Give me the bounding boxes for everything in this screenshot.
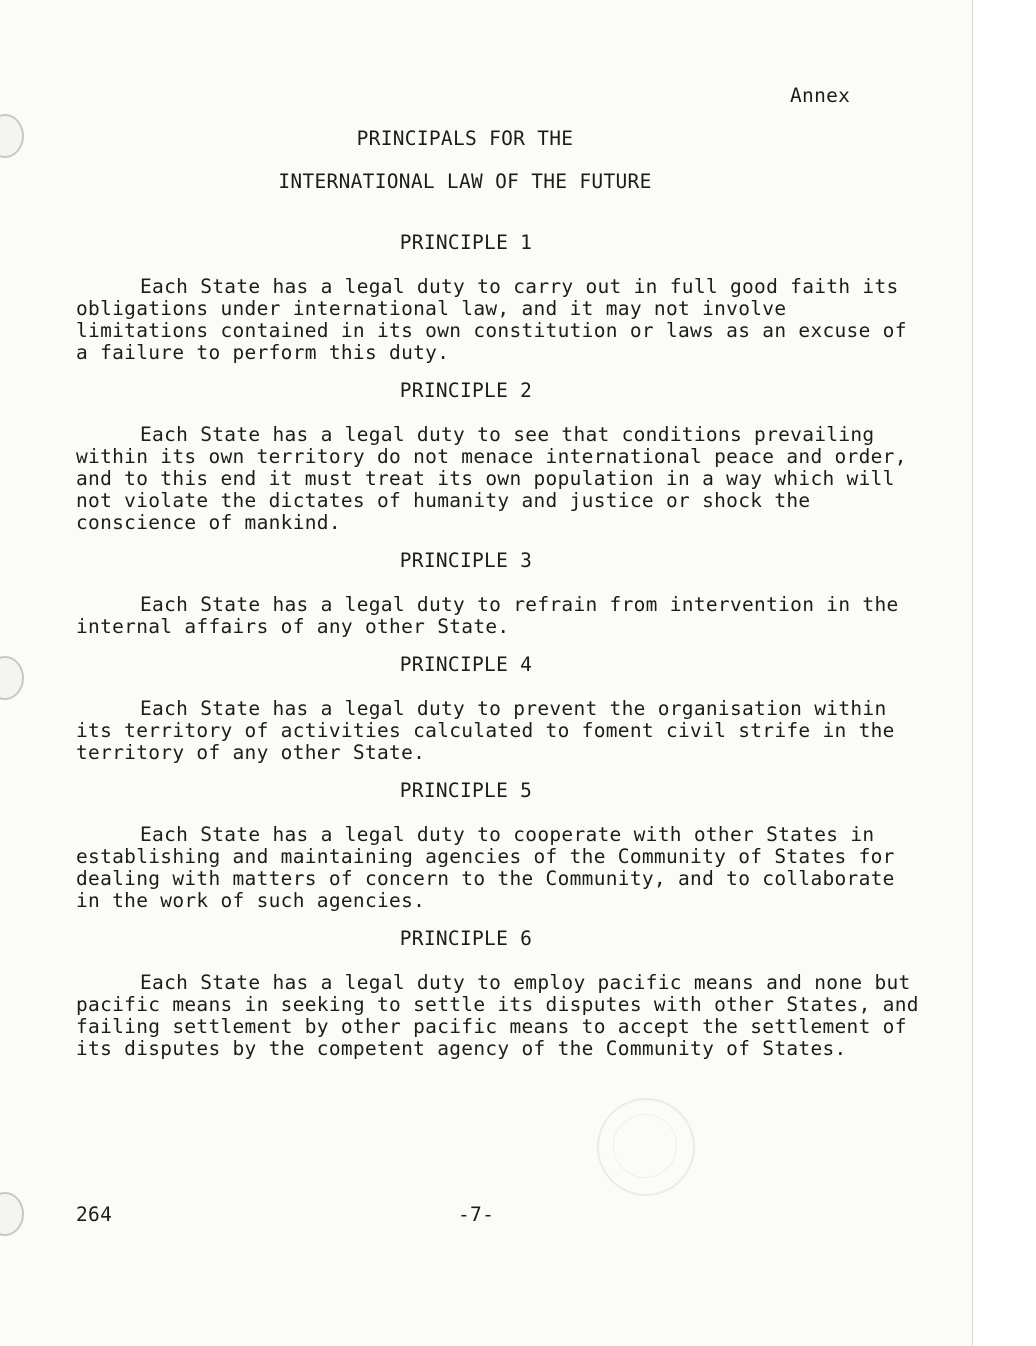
page-number: -7- [458,1203,495,1226]
principle-heading: PRINCIPLE 2 [399,379,533,402]
document-number: 264 [76,1203,113,1226]
principles-list [76,231,931,1076]
page-margin [973,0,1036,1346]
punch-hole [0,656,24,700]
principle-body: Each State has a legal duty to see that conditions prevailing within its own territory do not menace international peace and order, and to this end it must treat its own population in a way which will not violate the dictates of humanity and justice or shock the conscience of mankind. [76,423,919,534]
principle-body: Each State has a legal duty to employ pacific means and none but pacific means in seeking to settle its disputes with other States, and failing settlement by other pacific means to accept the settlement of its disputes by the competent agency of the Community of States. [76,971,931,1060]
document-title-line-2: INTERNATIONAL LAW OF THE FUTURE [278,170,652,193]
principle-5 [76,780,921,912]
document-title-line-1: PRINCIPALS FOR THE [356,127,574,150]
principle-body: Each State has a legal duty to refrain from intervention in the internal affairs of any other State. [76,593,911,638]
principle-2 [76,380,921,534]
principle-heading: PRINCIPLE 3 [399,549,533,572]
principle-body: Each State has a legal duty to prevent the organisation within its territory of activities calculated to foment civil strife in the territory of any other State. [76,697,907,764]
principle-body: Each State has a legal duty to carry out in full good faith its obligations under international law, and it may not involve limitations contained in its own constitution or laws as an excuse of a failure to perform this duty. [76,275,919,364]
archive-stamp-inner-ring [613,1114,677,1178]
punch-hole [0,1192,24,1236]
principle-body: Each State has a legal duty to cooperate with other States in establishing and maintaining agencies of the Community of States for dealing with matters of concern to the Community, and to collaborate in the work of such agencies. [76,823,907,912]
principle-heading: PRINCIPLE 6 [399,927,533,950]
principle-6 [76,927,931,1060]
principle-heading: PRINCIPLE 4 [399,653,533,676]
archive-stamp-icon [597,1098,695,1196]
principle-3 [76,550,921,638]
principle-4 [76,654,921,764]
principle-1 [76,232,921,364]
annex-label: Annex [790,84,851,107]
principle-heading: PRINCIPLE 1 [399,231,533,254]
principle-heading: PRINCIPLE 5 [399,779,533,802]
